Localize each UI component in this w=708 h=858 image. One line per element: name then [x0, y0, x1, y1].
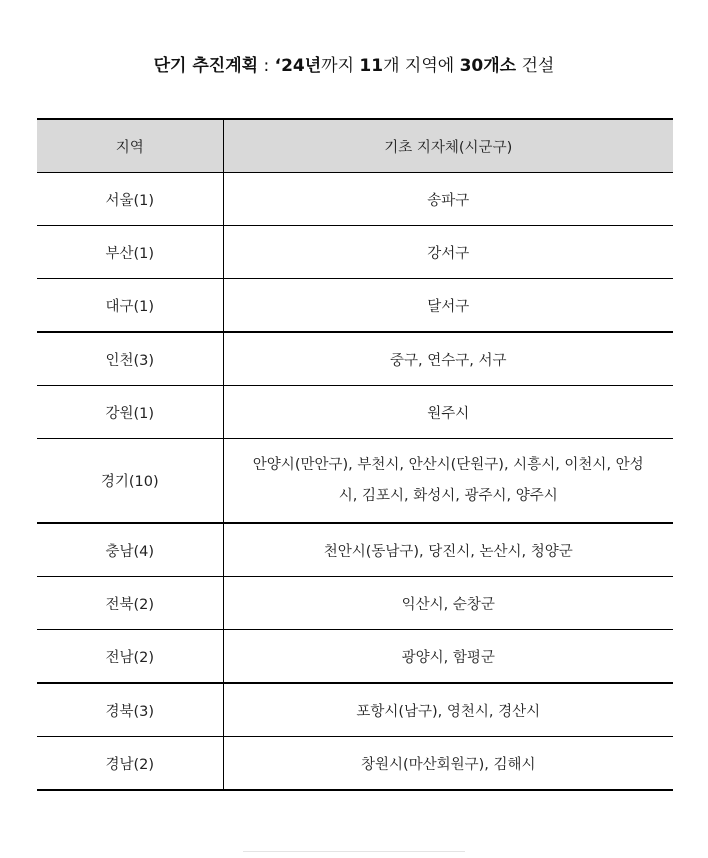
title-site-count: 30개소	[459, 56, 517, 76]
title-year: ‘24년	[274, 56, 322, 76]
title-regions-text: 개 지역에	[383, 56, 460, 76]
region-cell: 서울(1)	[37, 173, 223, 226]
table-header-row	[37, 119, 673, 173]
footer-divider	[243, 851, 465, 852]
table-row	[37, 279, 673, 333]
title-until: 까지	[321, 56, 360, 76]
municipalities-cell: 천안시(동남구), 당진시, 논산시, 청양군	[223, 523, 673, 577]
title-region-count: 11	[359, 56, 384, 76]
table-row	[37, 577, 673, 630]
municipalities-cell: 중구, 연수구, 서구	[223, 332, 673, 386]
header-municipalities: 기초 지자체(시군구)	[223, 119, 673, 173]
region-cell: 인천(3)	[37, 332, 223, 386]
municipalities-cell: 익산시, 순창군	[223, 577, 673, 630]
region-cell: 전북(2)	[37, 577, 223, 630]
table-row	[37, 386, 673, 439]
municipalities-cell: 강서구	[223, 226, 673, 279]
region-cell: 부산(1)	[37, 226, 223, 279]
municipalities-cell: 원주시	[223, 386, 673, 439]
region-cell: 대구(1)	[37, 279, 223, 333]
table-row	[37, 683, 673, 737]
region-table	[37, 118, 673, 791]
title-separator: :	[258, 56, 275, 76]
municipalities-cell: 창원시(마산회원구), 김해시	[223, 737, 673, 791]
region-cell: 경기(10)	[37, 439, 223, 524]
municipalities-cell: 송파구	[223, 173, 673, 226]
title-construction: 건설	[516, 56, 555, 76]
table-row	[37, 226, 673, 279]
region-cell: 전남(2)	[37, 630, 223, 684]
table-row	[37, 630, 673, 684]
region-cell: 강원(1)	[37, 386, 223, 439]
municipalities-cell: 안양시(만안구), 부천시, 안산시(단원구), 시흥시, 이천시, 안성시, 김포시, 화성시, 광주시, 양주시	[223, 439, 673, 524]
title-plan-label: 단기 추진계획	[153, 56, 259, 76]
region-cell: 경북(3)	[37, 683, 223, 737]
municipalities-cell: 광양시, 함평군	[223, 630, 673, 684]
region-cell: 경남(2)	[37, 737, 223, 791]
region-cell: 충남(4)	[37, 523, 223, 577]
header-region: 지역	[37, 119, 223, 173]
municipalities-cell: 달서구	[223, 279, 673, 333]
table-row	[37, 737, 673, 791]
municipalities-cell: 포항시(남구), 영천시, 경산시	[223, 683, 673, 737]
table-row	[37, 523, 673, 577]
table-row	[37, 332, 673, 386]
table-row	[37, 173, 673, 226]
page-title	[0, 52, 708, 80]
table-row	[37, 439, 673, 524]
